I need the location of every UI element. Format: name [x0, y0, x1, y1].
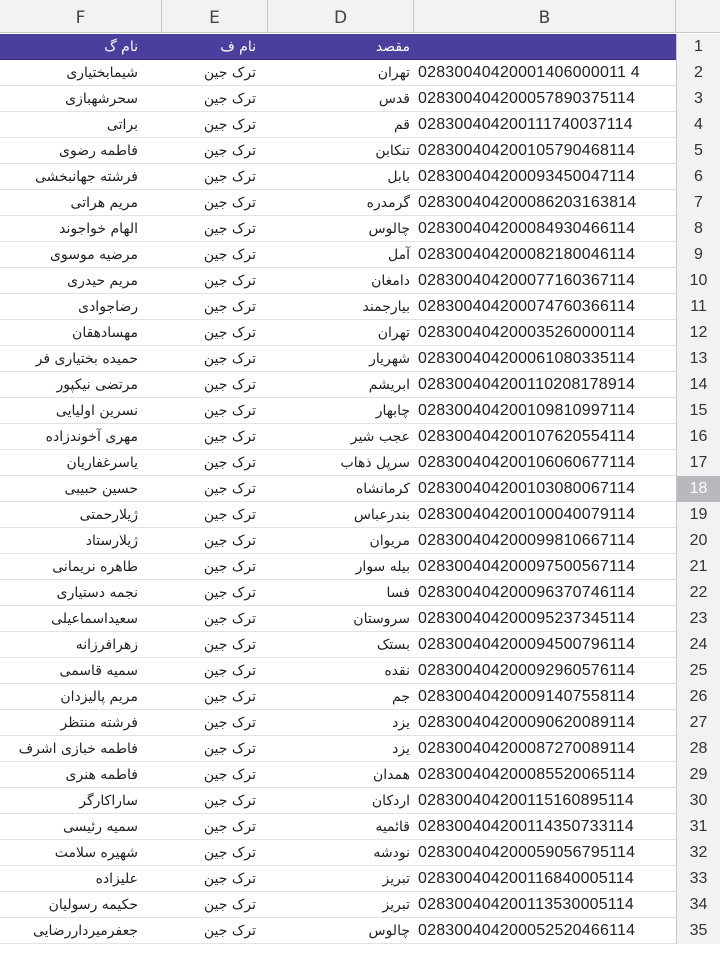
- cell-destination[interactable]: بیله سوار: [355, 559, 410, 575]
- cell-code[interactable]: 028300404200099810667114: [418, 532, 636, 549]
- row-number[interactable]: 33: [676, 866, 720, 892]
- row-number[interactable]: 19: [676, 502, 720, 528]
- table-row: [0, 346, 720, 372]
- table-row: [0, 242, 720, 268]
- cell-destination[interactable]: چالوس: [368, 923, 410, 939]
- cell-destination[interactable]: فسا: [386, 585, 410, 601]
- cell-code[interactable]: 028300404200100040079114: [418, 506, 636, 523]
- cell-first-name[interactable]: حکیمه رسولیان: [48, 897, 138, 913]
- cell-destination[interactable]: قدس: [378, 91, 410, 107]
- cell-last-name[interactable]: ترک جین: [203, 767, 256, 783]
- cell-destination[interactable]: بابل: [387, 169, 410, 185]
- cell-first-name[interactable]: مرتضی نیکپور: [56, 377, 138, 393]
- cell-destination[interactable]: تنکابن: [375, 143, 410, 159]
- cell-last-name[interactable]: ترک جین: [203, 793, 256, 809]
- cell-last-name[interactable]: ترک جین: [203, 247, 256, 263]
- cell-destination[interactable]: شهریار: [369, 351, 410, 367]
- cell-destination[interactable]: همدان: [373, 767, 410, 783]
- cell-last-name[interactable]: ترک جین: [203, 403, 256, 419]
- cell-destination[interactable]: مریوان: [369, 533, 410, 549]
- table-row: [0, 112, 720, 138]
- select-all-corner[interactable]: [676, 0, 720, 32]
- cell-code[interactable]: 028300404200092960576114: [418, 662, 636, 679]
- cell-code[interactable]: 028300404200105790468114: [418, 142, 636, 159]
- table-row: [0, 710, 720, 736]
- cell-last-name[interactable]: ترک جین: [203, 351, 256, 367]
- cell-code[interactable]: 028300404200087270089114: [418, 740, 636, 757]
- cell-first-name[interactable]: سعیداسماعیلی: [51, 611, 138, 627]
- cell-last-name[interactable]: ترک جین: [203, 117, 256, 133]
- cell-destination[interactable]: بندرعباس: [353, 507, 410, 523]
- cell-last-name[interactable]: ترک جین: [203, 533, 256, 549]
- cell-first-name[interactable]: فرشته منتظر: [60, 715, 138, 731]
- cell-destination[interactable]: ابریشم: [368, 377, 410, 393]
- cell-first-name[interactable]: نجمه دستیاری: [56, 585, 138, 601]
- table-row: [0, 762, 720, 788]
- cell-last-name[interactable]: ترک جین: [203, 507, 256, 523]
- cell-destination[interactable]: قائمیه: [375, 819, 410, 835]
- row-number[interactable]: 11: [676, 294, 720, 320]
- row-number[interactable]: 25: [676, 658, 720, 684]
- cell-destination[interactable]: تبریز: [382, 897, 410, 913]
- row-number[interactable]: 29: [676, 762, 720, 788]
- cell-first-name[interactable]: الهام خواجوند: [59, 221, 138, 237]
- cell-first-name[interactable]: شیمابختیاری: [66, 65, 138, 81]
- cell-destination[interactable]: قم: [393, 117, 410, 133]
- cell-last-name[interactable]: ترک جین: [203, 65, 256, 81]
- cell-first-name[interactable]: سمیه قاسمی: [59, 663, 138, 679]
- table-row: [0, 268, 720, 294]
- row-number[interactable]: 2: [676, 60, 720, 86]
- row-number[interactable]: 4: [676, 112, 720, 138]
- table-row: [0, 580, 720, 606]
- cell-last-name[interactable]: ترک جین: [203, 195, 256, 211]
- table-row: [0, 658, 720, 684]
- table-row: [0, 398, 720, 424]
- cell-first-name[interactable]: علیزاده: [95, 871, 138, 887]
- header-row: [0, 34, 720, 60]
- column-header-b[interactable]: B: [414, 0, 676, 32]
- row-number[interactable]: 31: [676, 814, 720, 840]
- cell-code[interactable]: 028300404200074760366114: [418, 298, 636, 315]
- cell-code[interactable]: 028300404200115160895114: [418, 792, 634, 809]
- row-number[interactable]: 24: [676, 632, 720, 658]
- header-cell-code[interactable]: [414, 34, 676, 60]
- column-header-e[interactable]: E: [162, 0, 268, 32]
- cell-code[interactable]: 028300404200093450047114: [418, 168, 636, 185]
- cell-destination[interactable]: تهران: [377, 325, 410, 341]
- cell-last-name[interactable]: ترک جین: [203, 897, 256, 913]
- row-number[interactable]: 34: [676, 892, 720, 918]
- table-row: [0, 918, 720, 944]
- cell-last-name[interactable]: ترک جین: [203, 221, 256, 237]
- row-number[interactable]: 26: [676, 684, 720, 710]
- row-number[interactable]: 13: [676, 346, 720, 372]
- cell-last-name[interactable]: ترک جین: [203, 923, 256, 939]
- table-row: [0, 892, 720, 918]
- cell-last-name[interactable]: ترک جین: [203, 377, 256, 393]
- cell-code[interactable]: 028300404200061080335114: [418, 350, 636, 367]
- cell-code[interactable]: 02830040420001406000011 4: [418, 64, 640, 81]
- row-number[interactable]: 10: [676, 268, 720, 294]
- cell-code[interactable]: 028300404200035260000114: [418, 324, 636, 341]
- table-row: [0, 86, 720, 112]
- row-number[interactable]: 5: [676, 138, 720, 164]
- cell-last-name[interactable]: ترک جین: [203, 741, 256, 757]
- table-row: [0, 164, 720, 190]
- row-number[interactable]: 28: [676, 736, 720, 762]
- cell-first-name[interactable]: فرشته جهانبخشی: [34, 169, 138, 185]
- cell-last-name[interactable]: ترک جین: [203, 871, 256, 887]
- cell-last-name[interactable]: ترک جین: [203, 637, 256, 653]
- cell-first-name[interactable]: مریم حیدری: [67, 273, 138, 289]
- cell-last-name[interactable]: ترک جین: [203, 689, 256, 705]
- cell-code[interactable]: 028300404200084930466114: [418, 220, 636, 237]
- cell-code[interactable]: 028300404200090620089114: [418, 714, 636, 731]
- column-header-d[interactable]: D: [268, 0, 414, 32]
- cell-code[interactable]: 028300404200091407558114: [418, 688, 636, 705]
- cell-last-name[interactable]: ترک جین: [203, 455, 256, 471]
- cell-destination[interactable]: نقده: [384, 663, 410, 679]
- cell-first-name[interactable]: جعفرمیرداررضایی: [32, 923, 138, 939]
- cell-code[interactable]: 028300404200107620554114: [418, 428, 636, 445]
- table-row: [0, 814, 720, 840]
- column-header-bar: [0, 0, 720, 33]
- cell-destination[interactable]: بستک: [376, 637, 410, 653]
- cell-code[interactable]: 028300404200085520065114: [418, 766, 636, 783]
- cell-last-name[interactable]: ترک جین: [203, 845, 256, 861]
- table-row: [0, 476, 720, 502]
- cell-first-name[interactable]: نسرین اولیایی: [55, 403, 138, 419]
- cell-code[interactable]: 028300404200082180046114: [418, 246, 636, 263]
- cell-code[interactable]: 028300404200057890375114: [418, 90, 636, 107]
- row-number[interactable]: 12: [676, 320, 720, 346]
- cell-last-name[interactable]: ترک جین: [203, 273, 256, 289]
- table-row: [0, 216, 720, 242]
- row-number[interactable]: 20: [676, 528, 720, 554]
- cell-first-name[interactable]: حمیده بختیاری فر: [35, 351, 138, 367]
- cell-last-name[interactable]: ترک جین: [203, 559, 256, 575]
- table-row: [0, 528, 720, 554]
- row-number[interactable]: 9: [676, 242, 720, 268]
- cell-last-name[interactable]: ترک جین: [203, 611, 256, 627]
- cell-first-name[interactable]: حسین حبیبی: [64, 481, 138, 497]
- table-row: [0, 632, 720, 658]
- cell-first-name[interactable]: فاطمه هنری: [65, 767, 138, 783]
- table-row: [0, 424, 720, 450]
- cell-last-name[interactable]: ترک جین: [203, 169, 256, 185]
- cell-code[interactable]: 028300404200086203163814: [418, 194, 637, 211]
- cell-first-name[interactable]: زهرافرزانه: [75, 637, 138, 653]
- row-number[interactable]: 14: [676, 372, 720, 398]
- cell-first-name[interactable]: سمیه رئیسی: [62, 819, 138, 835]
- table-row: [0, 190, 720, 216]
- cell-first-name[interactable]: مرضیه موسوی: [50, 247, 138, 263]
- header-cell-first-name[interactable]: نام گ: [104, 39, 138, 55]
- row-number[interactable]: 16: [676, 424, 720, 450]
- cell-destination[interactable]: گرمدره: [366, 195, 410, 211]
- cell-code[interactable]: 028300404200111740037114: [418, 116, 633, 133]
- cell-last-name[interactable]: ترک جین: [203, 715, 256, 731]
- cell-destination[interactable]: جم: [392, 689, 410, 705]
- row-number[interactable]: 35: [676, 918, 720, 944]
- cell-code[interactable]: 028300404200113530005114: [418, 896, 634, 913]
- cell-destination[interactable]: کرمانشاه: [355, 481, 410, 497]
- table-row: [0, 138, 720, 164]
- column-header-f[interactable]: F: [0, 0, 162, 32]
- row-number[interactable]: 27: [676, 710, 720, 736]
- cell-last-name[interactable]: ترک جین: [203, 299, 256, 315]
- cell-destination[interactable]: اردکان: [371, 793, 410, 809]
- row-number[interactable]: 7: [676, 190, 720, 216]
- table-row: [0, 866, 720, 892]
- row-number[interactable]: 1: [676, 34, 720, 60]
- cell-code[interactable]: 028300404200077160367114: [418, 272, 636, 289]
- cell-last-name[interactable]: ترک جین: [203, 429, 256, 445]
- cell-code[interactable]: 028300404200059056795114: [418, 844, 636, 861]
- cell-code[interactable]: 028300404200097500567114: [418, 558, 636, 575]
- cell-code[interactable]: 028300404200094500796114: [418, 636, 636, 653]
- table-row: [0, 372, 720, 398]
- row-number[interactable]: 30: [676, 788, 720, 814]
- table-row: [0, 684, 720, 710]
- cell-destination[interactable]: سروستان: [353, 611, 410, 627]
- cell-first-name[interactable]: ژیلارستاد: [85, 533, 138, 549]
- cell-code[interactable]: 028300404200052520466114: [418, 922, 636, 939]
- cell-destination[interactable]: چابهار: [375, 403, 410, 419]
- row-number[interactable]: 17: [676, 450, 720, 476]
- cell-destination[interactable]: تبریز: [382, 871, 410, 887]
- cell-destination[interactable]: سرپل ذهاب: [340, 455, 410, 471]
- cell-last-name[interactable]: ترک جین: [203, 91, 256, 107]
- table-row: [0, 606, 720, 632]
- cell-code[interactable]: 028300404200096370746114: [418, 584, 636, 601]
- table-row: [0, 320, 720, 346]
- cell-first-name[interactable]: فاطمه خبازی اشرف: [18, 741, 138, 757]
- row-number[interactable]: 15: [676, 398, 720, 424]
- cell-destination[interactable]: دامغان: [371, 273, 410, 289]
- row-number[interactable]: 8: [676, 216, 720, 242]
- table-row: [0, 788, 720, 814]
- row-number[interactable]: 6: [676, 164, 720, 190]
- table-row: [0, 450, 720, 476]
- cell-first-name[interactable]: براتی: [106, 117, 138, 133]
- row-number[interactable]: 32: [676, 840, 720, 866]
- cell-first-name[interactable]: شهیره سلامت: [54, 845, 138, 861]
- table-row: [0, 502, 720, 528]
- cell-last-name[interactable]: ترک جین: [203, 143, 256, 159]
- row-number[interactable]: 22: [676, 580, 720, 606]
- cell-last-name[interactable]: ترک جین: [203, 663, 256, 679]
- cell-code[interactable]: 028300404200095237345114: [418, 610, 636, 627]
- row-number[interactable]: 3: [676, 86, 720, 112]
- cell-first-name[interactable]: مهری آخوندزاده: [45, 429, 138, 445]
- row-number[interactable]: 21: [676, 554, 720, 580]
- cell-last-name[interactable]: ترک جین: [203, 819, 256, 835]
- cell-destination[interactable]: نودشه: [373, 845, 410, 861]
- table-row: [0, 736, 720, 762]
- header-cell-last-name[interactable]: نام ف: [220, 39, 256, 55]
- row-number[interactable]: 23: [676, 606, 720, 632]
- header-cell-destination[interactable]: مقصد: [375, 39, 410, 55]
- table-row: [0, 840, 720, 866]
- cell-first-name[interactable]: مهسادهقان: [72, 325, 138, 341]
- cell-first-name[interactable]: مریم هراتی: [70, 195, 138, 211]
- cell-code[interactable]: 028300404200116840005114: [418, 870, 634, 887]
- cell-destination[interactable]: تهران: [377, 65, 410, 81]
- cell-first-name[interactable]: ژیلارحمتی: [79, 507, 138, 523]
- cell-destination[interactable]: چالوس: [368, 221, 410, 237]
- cell-code[interactable]: 028300404200110208178914: [418, 376, 636, 393]
- cell-last-name[interactable]: ترک جین: [203, 585, 256, 601]
- cell-last-name[interactable]: ترک جین: [203, 325, 256, 341]
- cell-last-name[interactable]: ترک جین: [203, 481, 256, 497]
- table-row: [0, 294, 720, 320]
- cell-code[interactable]: 028300404200114350733114: [418, 818, 634, 835]
- cell-destination[interactable]: یزد: [392, 741, 410, 757]
- cell-destination[interactable]: آمل: [388, 247, 410, 263]
- cell-first-name[interactable]: فاطمه رضوی: [59, 143, 138, 159]
- cell-destination[interactable]: بیارجمند: [362, 299, 410, 315]
- cell-code[interactable]: 028300404200109810997114: [418, 402, 636, 419]
- cell-destination[interactable]: یزد: [392, 715, 410, 731]
- cell-first-name[interactable]: ساراکارگر: [79, 793, 138, 809]
- cell-first-name[interactable]: سحرشهبازی: [65, 91, 138, 107]
- table-row: [0, 554, 720, 580]
- cell-first-name[interactable]: طاهره نریمانی: [52, 559, 138, 575]
- table-row: [0, 60, 720, 86]
- cell-first-name[interactable]: رضاجوادی: [78, 299, 138, 315]
- cell-destination[interactable]: عجب شیر: [350, 429, 410, 445]
- cell-code[interactable]: 028300404200106060677114: [418, 454, 636, 471]
- cell-first-name[interactable]: مریم پالیزدان: [60, 689, 138, 705]
- cell-first-name[interactable]: یاسرغفاریان: [66, 455, 138, 471]
- row-number[interactable]: 18: [676, 476, 720, 502]
- cell-code[interactable]: 028300404200103080067114: [418, 480, 636, 497]
